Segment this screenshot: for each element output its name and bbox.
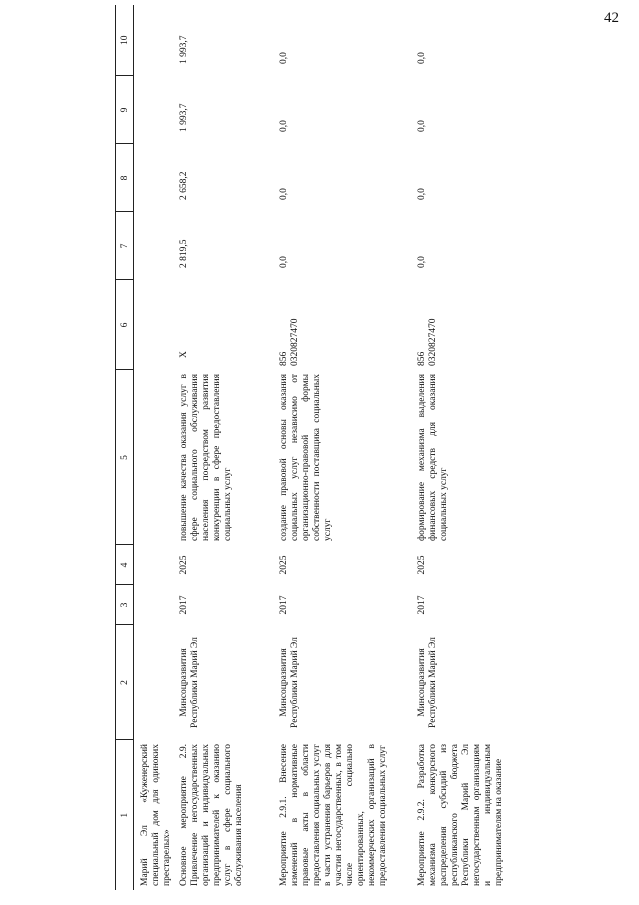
cell-result [413, 370, 559, 545]
cell-value-7: 2 819,5 [179, 239, 189, 268]
cell-kbk-code: 856 [417, 351, 427, 366]
cell-start-year [134, 585, 176, 625]
cell-value-9: 0,0 [417, 120, 427, 132]
cell-code [413, 280, 559, 370]
cell-executor: Минсоцразвития Республики Марий Эл [417, 637, 438, 728]
table-row [134, 5, 176, 890]
cell-result [134, 370, 176, 545]
cell-kbk-code: 856 [279, 351, 289, 366]
cell-code [175, 280, 275, 370]
header-cell-5: 5 [116, 370, 134, 545]
cell-value-8: 0,0 [417, 188, 427, 200]
page-number: 42 [604, 10, 619, 26]
cell-end-year: 2025 [417, 555, 427, 575]
cell-executor: Минсоцразвития Республики Марий Эл [279, 637, 300, 728]
cell-value-8: 0,0 [279, 188, 289, 200]
header-cell-9: 9 [116, 76, 134, 144]
cell-start-year: 2017 [179, 595, 189, 615]
cell-name: Основное мероприятие 2.9. Привлечение негосударственных организаций и индивидуальных предпринимателей к оказанию услуг в сфере социального обслуживания населения [179, 744, 244, 886]
cell-value-10: 0,0 [279, 52, 289, 64]
table-row [413, 5, 559, 890]
cell-code [134, 280, 176, 370]
header-cell-2: 2 [116, 625, 134, 740]
cell-executor: Минсоцразвития Республики Марий Эл [179, 637, 200, 728]
cell-value-9: 0,0 [279, 120, 289, 132]
cell-name: Мероприятие 2.9.1. Внесение изменений в нормативные правовые акты в области предоставления социальных услуг в части устранения барьеров для участия негосударственных, в том числе социально ориентированных, некоммерческих организаций в предоставлении социальных услуг [279, 744, 388, 886]
cell-name: Мероприятие 2.9.2. Разработка механизма конкурсного распределения субсидий из республиканского бюджета Республики Марий Эл негосударственным организациям и индивидуальным предпринимателям на оказание [417, 744, 504, 886]
cell-value-10 [134, 5, 176, 76]
cell-start-year: 2017 [417, 595, 427, 615]
cell-result [175, 370, 275, 545]
cell-end-year [134, 545, 176, 585]
header-cell-10: 10 [116, 5, 134, 76]
cell-code-text: 0320827470 [428, 318, 438, 366]
header-cell-8: 8 [116, 144, 134, 212]
header-cell-4: 4 [116, 545, 134, 585]
header-row [116, 5, 134, 890]
cell-value-9 [134, 76, 176, 144]
table-row [175, 5, 275, 890]
cell-value-8 [134, 144, 176, 212]
cell-value-8: 2 658,2 [179, 171, 189, 200]
cell-code-text: Х [179, 351, 189, 358]
cell-value-7: 0,0 [279, 256, 289, 268]
cell-result [275, 370, 413, 545]
cell-end-year: 2025 [179, 555, 189, 575]
cell-value-7: 0,0 [417, 256, 427, 268]
cell-end-year: 2025 [279, 555, 289, 575]
cell-value-10: 0,0 [417, 52, 427, 64]
table-row [275, 5, 413, 890]
cell-code [275, 280, 413, 370]
header-cell-7: 7 [116, 212, 134, 280]
cell-code-text: 0320827470 [290, 318, 300, 366]
cell-value-9: 1 993,7 [179, 103, 189, 132]
cell-name: Марий Эл «Куженерский специальный дом для одиноких престарелых» [140, 744, 172, 886]
cell-result-text: создание правовой основы оказания социальных услуг независимо от организационно-правовой формы собственности поставщика социальных услуг [279, 374, 333, 541]
cell-value-10: 1 993,7 [179, 35, 189, 64]
header-cell-3: 3 [116, 585, 134, 625]
cell-start-year: 2017 [279, 595, 289, 615]
cell-result-text: формирование механизма выделения финансовых средств для оказания социальных услуг [417, 374, 449, 541]
rotated-table-wrapper [115, 5, 625, 890]
cell-result-text: повышение качества оказания услуг в сфере социального обслуживания населения посредством развития конкуренции в сфере предоставления социальных услуг [179, 374, 233, 541]
header-cell-6: 6 [116, 280, 134, 370]
program-table [115, 5, 559, 890]
cell-executor [134, 625, 176, 740]
header-cell-1: 1 [116, 740, 134, 890]
cell-value-7 [134, 212, 176, 280]
